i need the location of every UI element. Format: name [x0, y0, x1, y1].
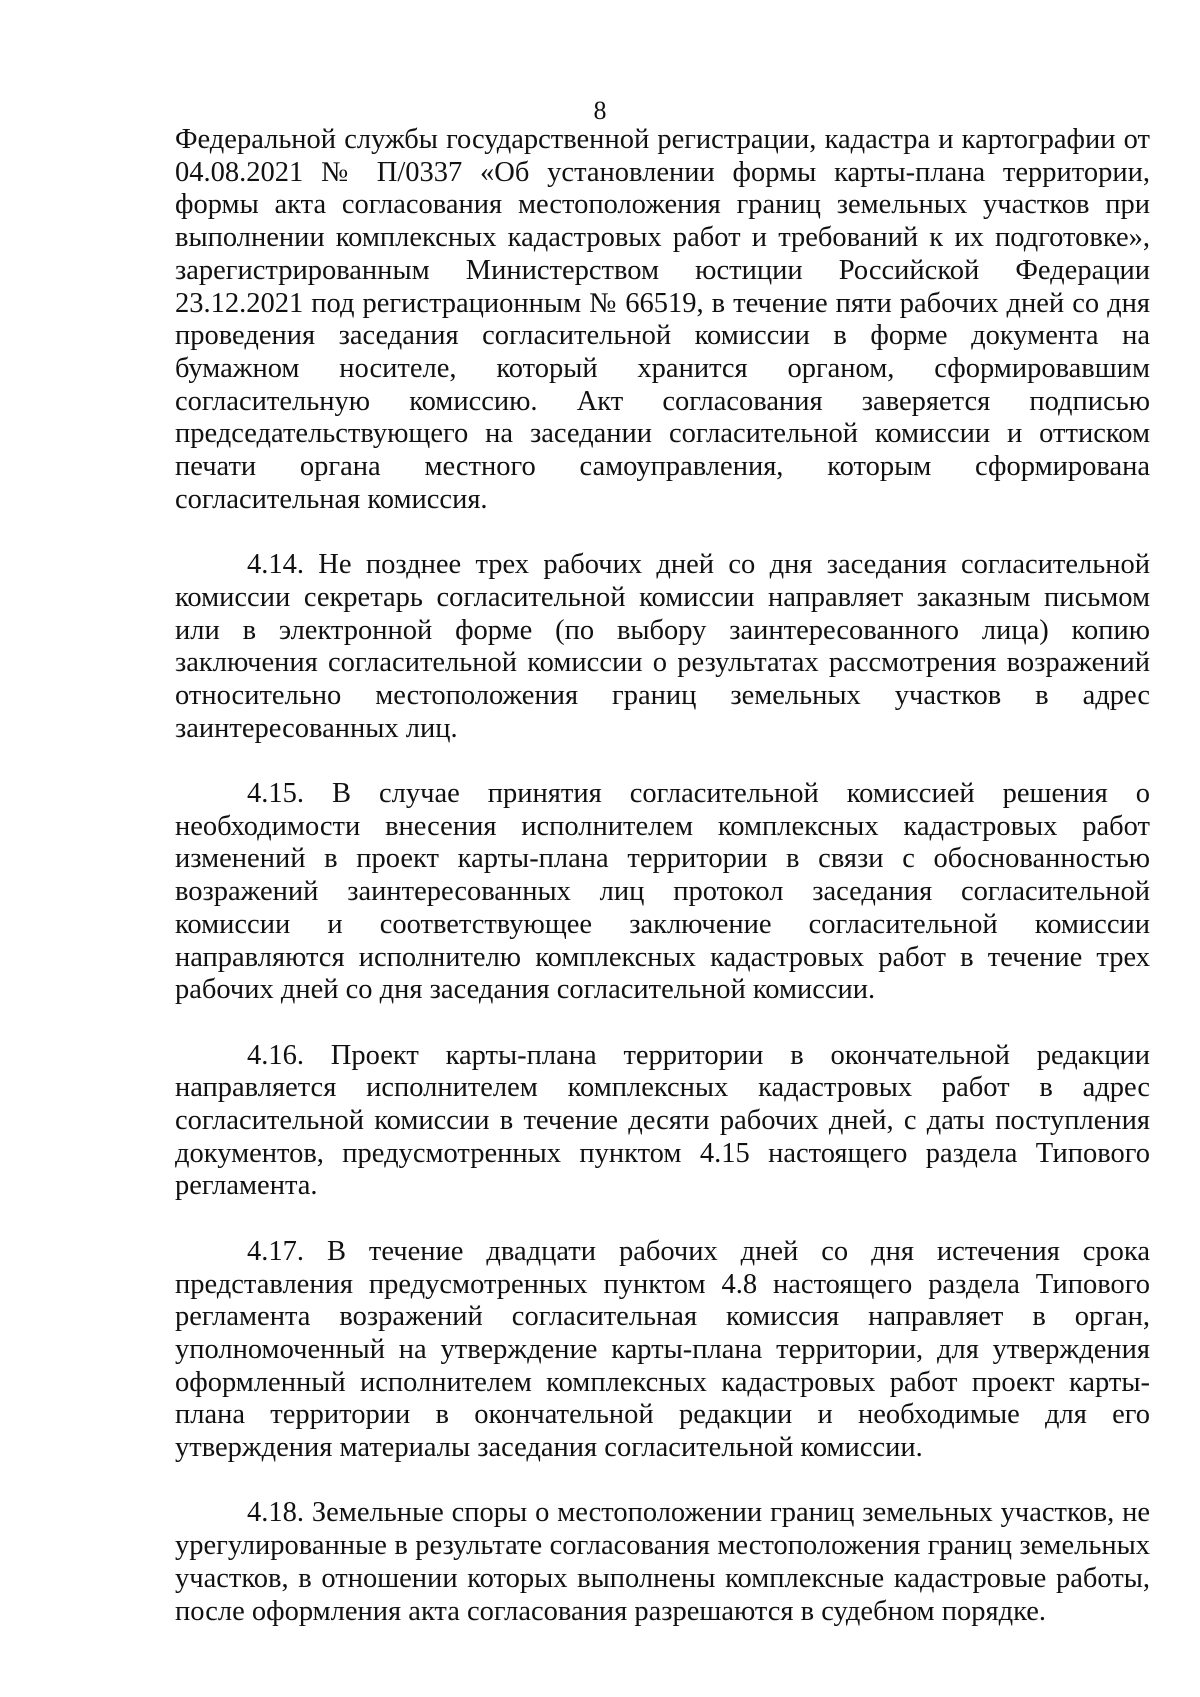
paragraph-4-18: 4.18. Земельные споры о местоположении границ земельных участков, не урегулированные в результате согласования местоположения границ земельных участков, в отношении которых выполнены комплексные кадастровые работы, после оформления акта согласования разрешаются в судебном порядке. [175, 1497, 1150, 1627]
paragraph-4-17: 4.17. В течение двадцати рабочих дней со дня истечения срока представления предусмотренных пунктом 4.8 настоящего раздела Типового регламента возражений согласительная комиссия направляет в орган, уполномоченный на утверждение карты-плана территории, для утверждения оформленный исполнителем комплексных кадастровых работ проект карты-плана территории в окончательной редакции и необходимые для его утверждения материалы заседания согласительной комиссии. [175, 1235, 1150, 1464]
paragraph-spacer [175, 1007, 1150, 1040]
paragraph-4-15: 4.15. В случае принятия согласительной комиссией решения о необходимости внесения исполнителем комплексных кадастровых работ изменений в проект карты-плана территории в связи с обоснованностью возражений заинтересованных лиц протокол заседания согласительной комиссии и соответствующее заключение согласительной комиссии направляются исполнителю комплексных кадастровых работ в течение трех рабочих дней со дня заседания согласительной комиссии. [175, 778, 1150, 1006]
paragraph-spacer [175, 1203, 1150, 1236]
paragraph-4-16: 4.16. Проект карты-плана территории в окончательной редакции направляется исполнителем комплексных кадастровых работ в адрес согласительной комиссии в течение десяти рабочих дней, с даты поступления документов, предусмотренных пунктом 4.15 настоящего раздела Типового регламента. [175, 1039, 1150, 1202]
page-number: 8 [593, 96, 607, 125]
paragraph-spacer [175, 1465, 1150, 1498]
paragraph-spacer [175, 516, 1150, 549]
document-body [175, 124, 1150, 1628]
paragraph-continuation: Федеральной службы государственной регистрации, кадастра и картографии от 04.08.2021 № П/0337 «Об установлении формы карты-плана территории, формы акта согласования местоположения границ земельных участков при выполнении комплексных кадастровых работ и требований к их подготовке», зарегистрированным Министерством юстиции Российской Федерации 23.12.2021 под регистрационным № 66519, в течение пяти рабочих дней со дня проведения заседания согласительной комиссии в форме документа на бумажном носителе, который хранится органом, сформировавшим согласительную комиссию. Акт согласования заверяется подписью председательствующего на заседании согласительной комиссии и оттиском печати органа местного самоуправления, которым сформирована согласительная комиссия. [175, 124, 1150, 515]
paragraph-4-14: 4.14. Не позднее трех рабочих дней со дня заседания согласительной комиссии секретарь согласительной комиссии направляет заказным письмом или в электронной форме (по выбору заинтересованного лица) копию заключения согласительной комиссии о результатах рассмотрения возражений относительно местоположения границ земельных участков в адрес заинтересованных лиц. [175, 549, 1150, 744]
paragraph-spacer [175, 745, 1150, 778]
